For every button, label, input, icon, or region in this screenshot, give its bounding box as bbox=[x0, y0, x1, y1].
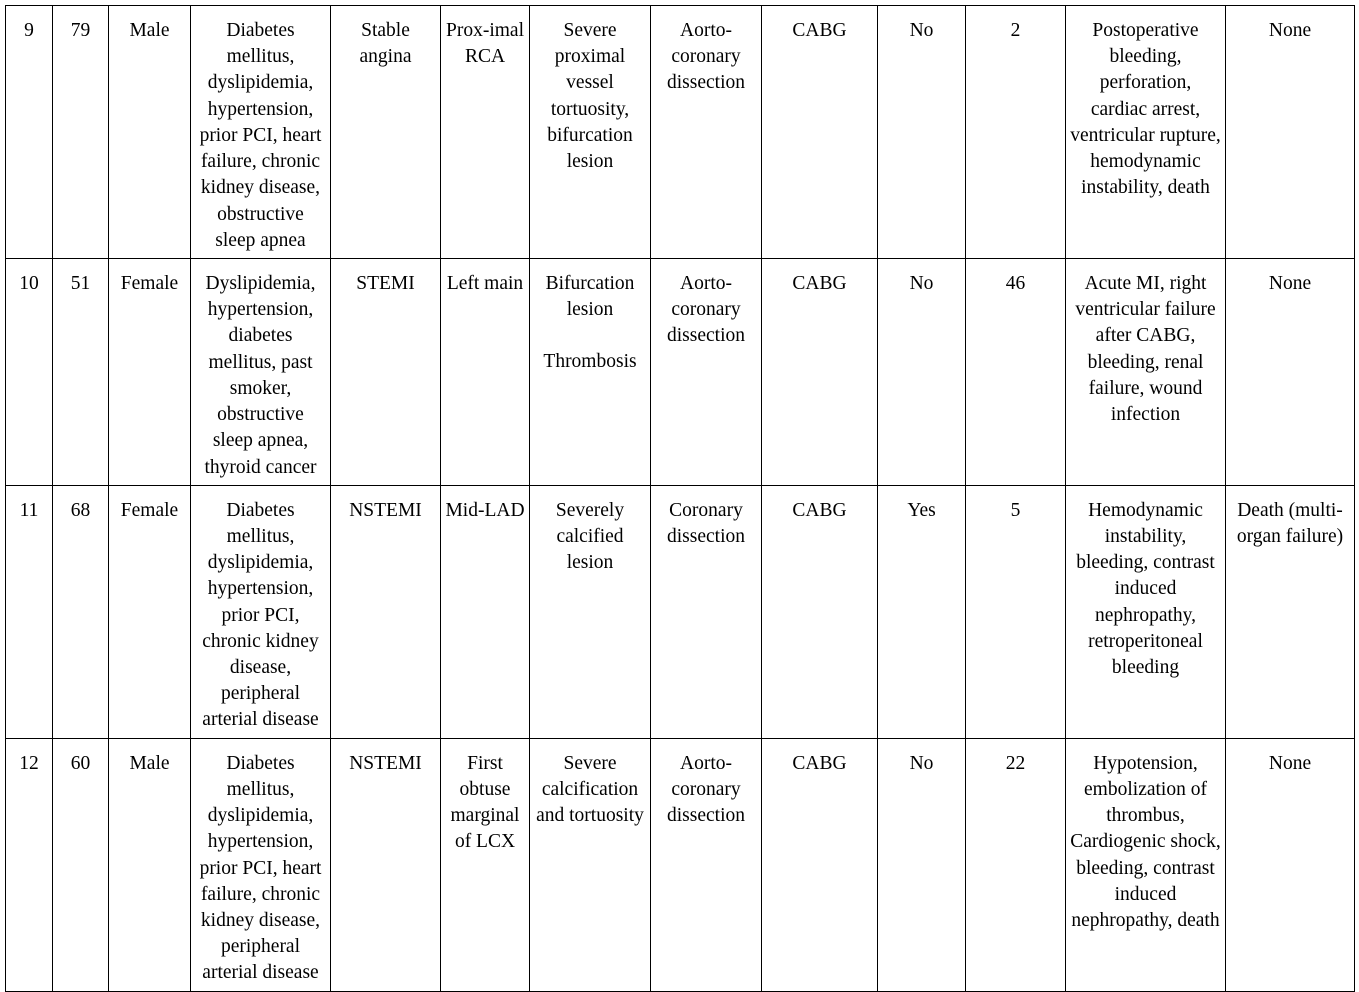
cell-management: CABG bbox=[762, 258, 878, 485]
lesion-features-primary: Severe calcification and tortuosity bbox=[536, 752, 644, 827]
cell-lesion-location: Left main bbox=[441, 258, 530, 485]
cell-id: 11 bbox=[6, 485, 53, 738]
cell-lesion-features bbox=[530, 738, 651, 991]
cell-comorbidities: Diabetes mellitus, dyslipidemia, hypertension, prior PCI, heart failure, chronic kidney disease, obstructive sleep apnea bbox=[191, 6, 331, 259]
cell-mcs: Yes bbox=[878, 485, 966, 738]
cell-presentation: Stable angina bbox=[331, 6, 441, 259]
lesion-features-primary: Bifurcation lesion bbox=[545, 272, 635, 321]
cell-complication: Aorto-coronary dissection bbox=[651, 738, 762, 991]
cell-age: 68 bbox=[53, 485, 109, 738]
cell-outcome: Death (multi-organ failure) bbox=[1226, 485, 1355, 738]
cell-adverse-events: Postoperative bleeding, perforation, cardiac arrest, ventricular rupture, hemodynamic instability, death bbox=[1066, 6, 1226, 259]
cell-lesion-location: Prox-imal RCA bbox=[441, 6, 530, 259]
cell-comorbidities: Dyslipidemia, hypertension, diabetes mellitus, past smoker, obstructive sleep apnea, thyroid cancer bbox=[191, 258, 331, 485]
cell-management: CABG bbox=[762, 6, 878, 259]
cell-sex: Female bbox=[109, 485, 191, 738]
cell-length-of-stay: 46 bbox=[966, 258, 1066, 485]
cell-complication: Aorto-coronary dissection bbox=[651, 6, 762, 259]
cell-outcome: None bbox=[1226, 6, 1355, 259]
cell-lesion-location: Mid-LAD bbox=[441, 485, 530, 738]
cell-outcome: None bbox=[1226, 738, 1355, 991]
cell-complication: Aorto-coronary dissection bbox=[651, 258, 762, 485]
cell-outcome: None bbox=[1226, 258, 1355, 485]
cell-age: 60 bbox=[53, 738, 109, 991]
cell-length-of-stay: 22 bbox=[966, 738, 1066, 991]
table-container bbox=[5, 5, 1354, 992]
cell-mcs: No bbox=[878, 738, 966, 991]
table-row bbox=[6, 6, 1355, 259]
cell-presentation: NSTEMI bbox=[331, 738, 441, 991]
cell-age: 51 bbox=[53, 258, 109, 485]
cell-length-of-stay: 2 bbox=[966, 6, 1066, 259]
cell-mcs: No bbox=[878, 258, 966, 485]
cell-id: 12 bbox=[6, 738, 53, 991]
cell-presentation: STEMI bbox=[331, 258, 441, 485]
cell-adverse-events: Hemodynamic instability, bleeding, contrast induced nephropathy, retroperitoneal bleeding bbox=[1066, 485, 1226, 738]
cell-age: 79 bbox=[53, 6, 109, 259]
cell-complication: Coronary dissection bbox=[651, 485, 762, 738]
cell-lesion-features bbox=[530, 485, 651, 738]
table-row bbox=[6, 738, 1355, 991]
lesion-features-secondary: Thrombosis bbox=[543, 351, 637, 373]
cell-comorbidities: Diabetes mellitus, dyslipidemia, hypertension, prior PCI, chronic kidney disease, peripheral arterial disease bbox=[191, 485, 331, 738]
table-body bbox=[6, 6, 1355, 992]
cell-sex: Male bbox=[109, 6, 191, 259]
cell-sex: Male bbox=[109, 738, 191, 991]
lesion-features-primary: Severely calcified lesion bbox=[555, 499, 625, 574]
table-row bbox=[6, 485, 1355, 738]
cell-id: 9 bbox=[6, 6, 53, 259]
cell-adverse-events: Hypotension, embolization of thrombus, Cardiogenic shock, bleeding, contrast induced nephropathy, death bbox=[1066, 738, 1226, 991]
cell-sex: Female bbox=[109, 258, 191, 485]
cell-id: 10 bbox=[6, 258, 53, 485]
cell-adverse-events: Acute MI, right ventricular failure after CABG, bleeding, renal failure, wound infection bbox=[1066, 258, 1226, 485]
cell-management: CABG bbox=[762, 485, 878, 738]
patient-complication-table bbox=[5, 5, 1355, 992]
table-row bbox=[6, 258, 1355, 485]
lesion-features-primary: Severe proximal vessel tortuosity, bifurcation lesion bbox=[547, 20, 633, 173]
cell-lesion-features bbox=[530, 258, 651, 485]
cell-length-of-stay: 5 bbox=[966, 485, 1066, 738]
cell-comorbidities: Diabetes mellitus, dyslipidemia, hypertension, prior PCI, heart failure, chronic kidney disease, peripheral arterial disease bbox=[191, 738, 331, 991]
cell-lesion-location: First obtuse marginal of LCX bbox=[441, 738, 530, 991]
cell-lesion-features bbox=[530, 6, 651, 259]
cell-management: CABG bbox=[762, 738, 878, 991]
cell-presentation: NSTEMI bbox=[331, 485, 441, 738]
cell-mcs: No bbox=[878, 6, 966, 259]
